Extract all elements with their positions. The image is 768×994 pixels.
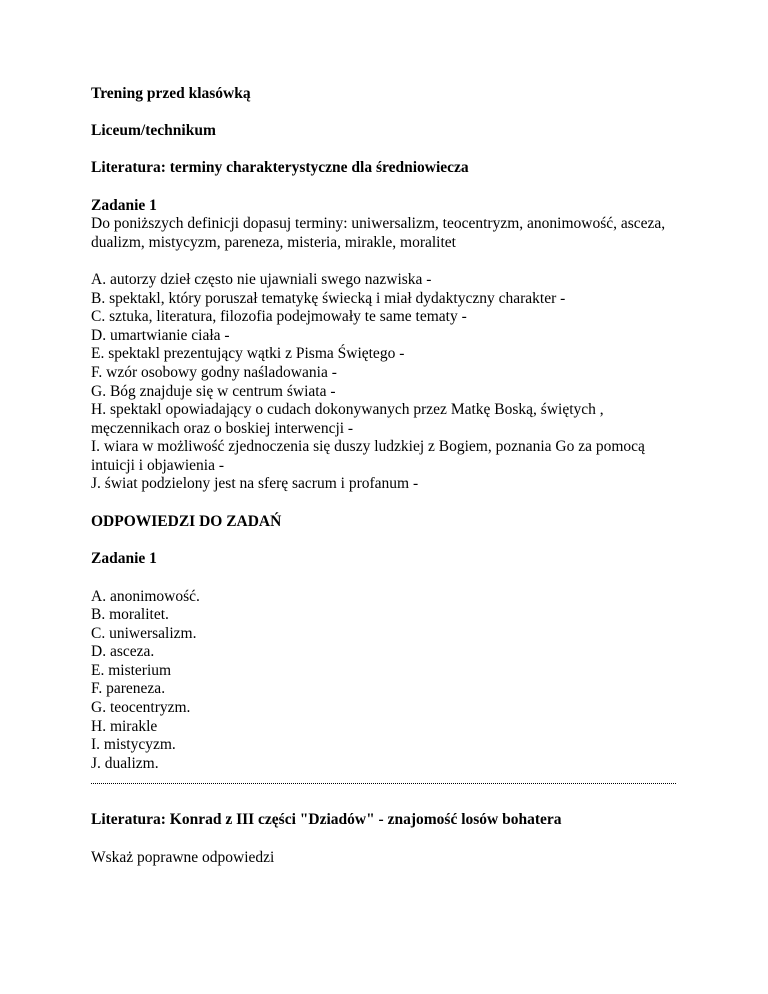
answers-heading: ODPOWIEDZI DO ZADAŃ <box>91 513 282 530</box>
task1-item: G. Bóg znajduje się w centrum świata - <box>91 383 336 400</box>
task1-item: A. autorzy dzieł często nie ujawniali swego nazwiska - <box>91 271 432 288</box>
task1-item: I. wiara w możliwość zjednoczenia się duszy ludzkiej z Bogiem, poznania Go za pomocą <box>91 438 645 455</box>
task1-item: męczennikach oraz o boskiej interwencji - <box>91 420 354 437</box>
answer-item: E. misterium <box>91 662 172 679</box>
answer-item: D. asceza. <box>91 643 155 660</box>
document-title: Trening przed klasówką <box>91 85 251 102</box>
answers-task-heading: Zadanie 1 <box>91 550 157 567</box>
task1-heading: Zadanie 1 <box>91 197 157 214</box>
answer-item: B. moralitet. <box>91 606 169 623</box>
task1-item: E. spektakl prezentujący wątki z Pisma Świętego - <box>91 345 405 362</box>
task1-instruction: Do poniższych definicji dopasuj terminy: uniwersalizm, teocentryzm, anonimowość, asceza, <box>91 215 666 232</box>
next-section-instruction: Wskaż poprawne odpowiedzi <box>91 849 275 866</box>
answer-item: I. mistycyzm. <box>91 736 176 753</box>
task1-item: H. spektakl opowiadający o cudach dokonywanych przez Matkę Boską, świętych , <box>91 401 604 418</box>
answer-item: F. pareneza. <box>91 680 166 697</box>
answer-item: J. dualizm. <box>91 755 159 772</box>
answer-item: H. mirakle <box>91 718 158 735</box>
topic-heading: Literatura: terminy charakterystyczne dla średniowiecza <box>91 159 469 176</box>
task1-item: D. umartwianie ciała - <box>91 327 230 344</box>
dotted-separator <box>91 779 676 784</box>
level-label: Liceum/technikum <box>91 122 216 139</box>
answer-item: C. uniwersalizm. <box>91 625 197 642</box>
task1-instruction: dualizm, mistycyzm, pareneza, misteria, mirakle, moralitet <box>91 234 456 251</box>
answer-item: A. anonimowość. <box>91 588 200 605</box>
task1-item: B. spektakl, który poruszał tematykę świecką i miał dydaktyczny charakter - <box>91 290 566 307</box>
next-section-title: Literatura: Konrad z III części "Dziadów" - znajomość losów bohatera <box>91 811 562 828</box>
task1-item: C. sztuka, literatura, filozofia podejmowały te same tematy - <box>91 308 467 325</box>
task1-item: F. wzór osobowy godny naśladowania - <box>91 364 337 381</box>
task1-item: intuicji i objawienia - <box>91 457 225 474</box>
answer-item: G. teocentryzm. <box>91 699 191 716</box>
task1-item: J. świat podzielony jest na sferę sacrum i profanum - <box>91 475 419 492</box>
